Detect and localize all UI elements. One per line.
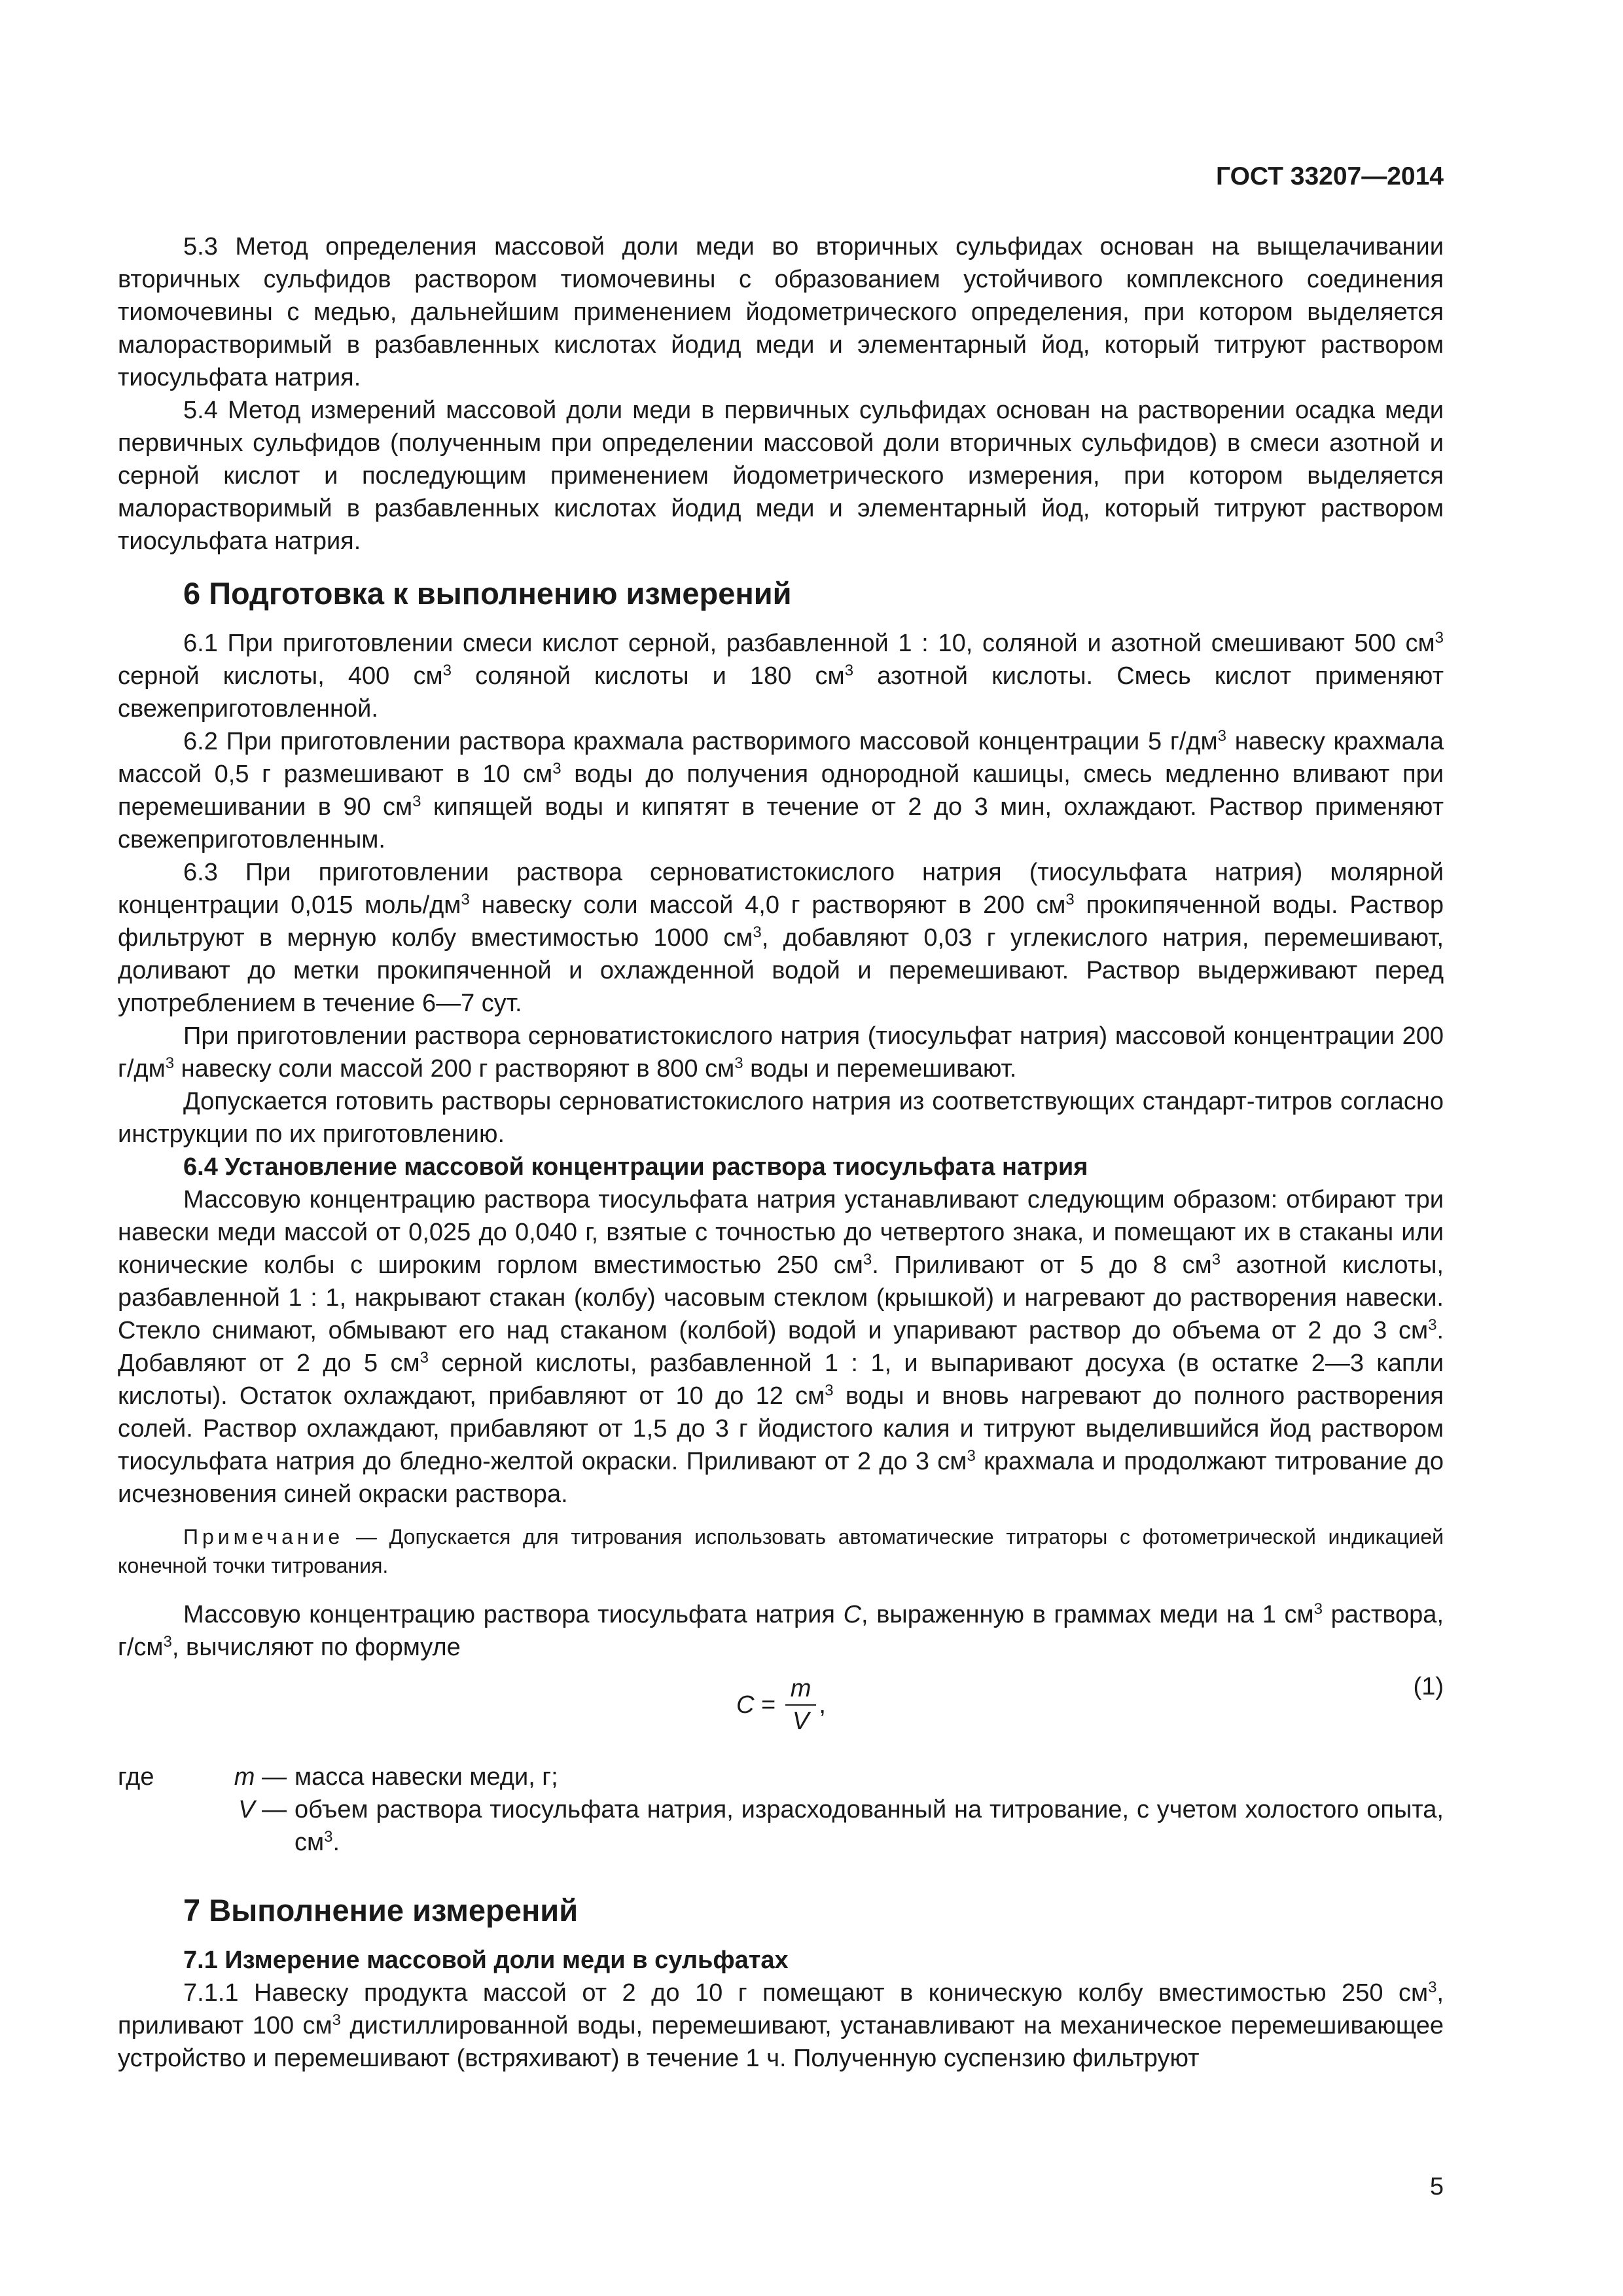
section-6-title: 6 Подготовка к выполнению измерений — [183, 576, 792, 611]
paragraph-7-1-1: 7.1.1 Навеску продукта массой от 2 до 10 г помещают в коническую колбу вместимостью 250 $см^3$, приливают 100 $см^3$ дистиллированной воды, перемешивают, устанавливают на механическое перемешивающее устройство и перемешивают (встряхивают) в течение 1 ч. Полученную суспензию фильтруют — [118, 1979, 1444, 2072]
formula-lhs: C — [736, 1691, 755, 1719]
formula-numerator: m — [785, 1674, 817, 1706]
note — [118, 1522, 1444, 1580]
body-text — [118, 230, 1444, 2075]
paragraph-6-4: Массовую концентрацию раствора тиосульфата натрия устанавливают следующим образом: отбирают три навески меди массой от 0,025 до 0,040 г, взятые с точностью до четвертого знака, и помещают их в стаканы или конические колбы с широким горлом вместимостью 250 $см^3$. Приливают от 5 до 8 $см^3$ азотной кислоты, разбавленной 1 : 1, накрывают стакан (колбу) часовым стеклом (крышкой) и нагревают до растворения навески. Стекло снимают, обмывают его над стаканом (колбой) водой и упаривают раствор до объема от 2 до 3 $см^3$. Добавляют от 2 до 5 $см^3$ серной кислоты, разбавленной 1 : 1, и выпаривают досуха (в остатке 2—3 капли кислоты). Остаток охлаждают, прибавляют от 10 до 12 $см^3$ воды и вновь нагревают до полного растворения солей. Раствор охлаждают, прибавляют от 1,5 до 3 г йодистого калия и титруют выделившийся йод раствором тиосульфата натрия до бледно-желтой окраски. Приливают от 2 до 3 $см^3$ крахмала и продолжают титрование до исчезновения синей окраски раствора. — [118, 1186, 1444, 1508]
formula-number: (1) — [1413, 1673, 1444, 1700]
formula-tail: , — [819, 1691, 826, 1719]
note-text: — Допускается для титрования использовать автоматические титраторы с фотометрической индикацией конечной точки титрования. — [118, 1525, 1444, 1577]
paragraph-5-3: 5.3 Метод определения массовой доли меди во вторичных сульфидах основан на выщелачивании вторичных сульфидов раствором тиомочевины с образованием устойчивого комплексного соединения тиомочевины с медью, дальнейшим применением йодометрического определения, при котором выделяется малорастворимый в разбавленных кислотах йодид меди и элементарный йод, который титруют раствором тиосульфата натрия. — [118, 233, 1444, 391]
formula-1 — [118, 1666, 1444, 1745]
document-page — [118, 0, 1444, 2296]
formula-expression — [736, 1674, 826, 1736]
document-number-header: ГОСТ 33207—2014 — [1216, 162, 1444, 190]
paragraph-5-4: 5.4 Метод измерений массовой доли меди в первичных сульфидах основан на растворении осадка меди первичных сульфидов (полученным при определении массовой доли вторичных сульфидов) в смеси азотной и серной кислот и последующим применением йодометрического измерения, при котором выделяется малорастворимый в разбавленных кислотах йодид меди и элементарный йод, который титруют раствором тиосульфата натрия. — [118, 397, 1444, 555]
section-7-title: 7 Выполнение измерений — [183, 1893, 579, 1928]
paragraph-6-3-thiosulfate-200: При приготовлении раствора серноватистокислого натрия (тиосульфат натрия) массовой концентрации 200 $г/дм^3$ навеску соли массой 200 г растворяют в 800 $см^3$ воды и перемешивают. — [118, 1022, 1444, 1083]
subsection-7-1-title: 7.1 Измерение массовой доли меди в сульфатах — [183, 1946, 789, 1974]
paragraph-6-3: 6.3 При приготовлении раствора серноватистокислого натрия (тиосульфата натрия) молярной концентрации 0,015 моль/$дм^3$ навеску соли массой 4,0 г растворяют в 200 $см^3$ прокипяченной воды. Раствор фильтруют в мерную колбу вместимостью 1000 $см^3$, добавляют 0,03 г углекислого натрия, перемешивают, доливают до метки прокипяченной и охлажденной водой и перемешивают. Раствор выдерживают перед употреблением в течение 6—7 сут. — [118, 859, 1444, 1017]
formula-equals: = — [754, 1691, 783, 1719]
formula-denominator: V — [792, 1708, 810, 1735]
paragraph-formula-intro: Массовую концентрацию раствора тиосульфата натрия C, выраженную в граммах меди на 1 $см^3$ раствора, $г/см^3$, вычисляют по формуле — [118, 1600, 1444, 1661]
legend-row-v: V — объем раствора тиосульфата натрия, израсходованный на титрование, с учетом холостого опыта, $см^3$. — [238, 1796, 1444, 1856]
subsection-6-4-title: 6.4 Установление массовой концентрации раствора тиосульфата натрия — [183, 1153, 1088, 1181]
paragraph-6-1: 6.1 При приготовлении смеси кислот серной, разбавленной 1 : 10, соляной и азотной смешивают 500 $см^3$ серной кислоты, 400 $см^3$ соляной кислоты и 180 $см^3$ азотной кислоты. Смесь кислот применяют свежеприготовленной. — [118, 629, 1444, 723]
paragraph-6-2: 6.2 При приготовлении раствора крахмала растворимого массовой концентрации 5 $г/дм^3$ навеску крахмала массой 0,5 г размешивают в 10 $см^3$ воды до получения однородной кашицы, смесь медленно вливают при перемешивании в 90 $см^3$ кипящей воды и кипятят в течение от 2 до 3 мин, охлаждают. Раствор применяют свежеприготовленным. — [118, 727, 1444, 853]
formula-fraction — [785, 1674, 817, 1736]
formula-legend — [118, 1761, 1444, 1859]
note-label: Примечание — [183, 1525, 344, 1549]
legend-row-m: где m — масса навески меди, г; — [118, 1763, 558, 1791]
page-number: 5 — [1429, 2173, 1444, 2200]
paragraph-6-3-standard-titers: Допускается готовить растворы серноватистокислого натрия из соответствующих стандарт-титров согласно инструкции по их приготовлению. — [118, 1088, 1444, 1148]
